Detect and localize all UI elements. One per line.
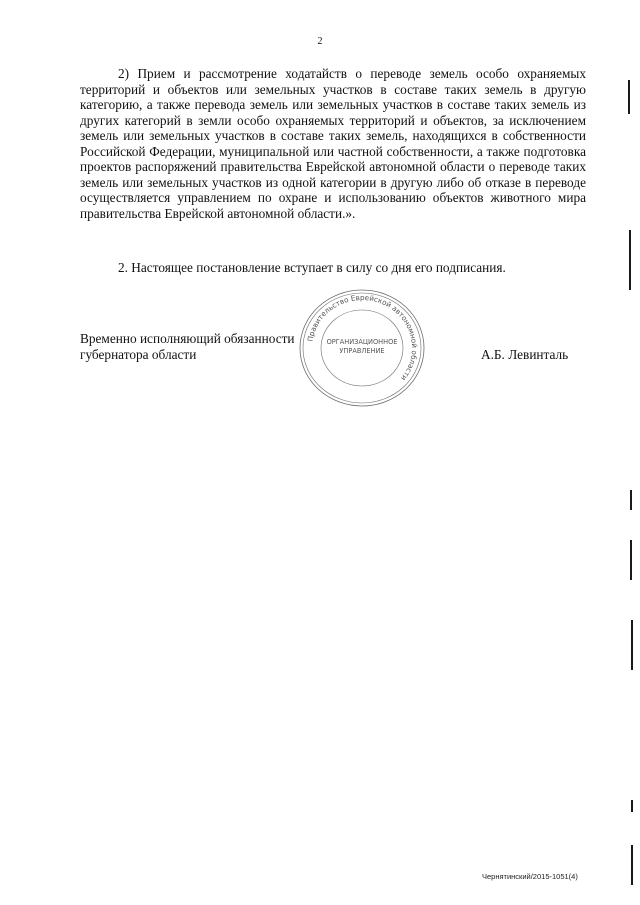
scan-edge-mark xyxy=(631,800,633,812)
scan-edge-mark xyxy=(630,540,632,580)
document-reference: Чернятинский/2015-1051(4) xyxy=(482,872,578,881)
scan-edge-mark xyxy=(630,490,632,510)
stamp-ring-text: Правительство Еврейской автономной области xyxy=(305,292,420,383)
stamp-center-line-2: УПРАВЛЕНИЕ xyxy=(339,347,385,355)
official-stamp xyxy=(296,286,428,410)
paragraph-amendment-item-2: 2) Прием и рассмотрение ходатайств о переводе земель особо охраняемых территорий и объектов или земельных участков в составе таких земель в другую категорию, а также перевода земель или земельных участков в составе таких земель из других категорий в земли особо охраняемых территорий и объектов, за исключением земель или земельных участков в составе таких земель, находящихся в собственности Российской Федерации, муниципальной или частной собственности, а также подготовка проектов распоряжений правительства Еврейской автономной области о переводе таких земель или земельных участков из одной категории в другую либо об отказе в переводе осуществляется управлением по охране и использованию объектов животного мира правительства Еврейской автономной области.». xyxy=(80,66,586,221)
paragraph-effective-date: 2. Настоящее постановление вступает в силу со дня его подписания. xyxy=(118,260,506,275)
stamp-center-line-1: ОРГАНИЗАЦИОННОЕ xyxy=(326,338,398,346)
signatory-title-line-1: Временно исполняющий обязанности xyxy=(80,331,295,346)
signatory-name: А.Б. Левинталь xyxy=(481,347,569,362)
scan-edge-mark xyxy=(628,80,630,114)
scan-edge-mark xyxy=(631,845,633,885)
signatory-title xyxy=(80,331,295,363)
page-number: 2 xyxy=(317,36,323,47)
scan-edge-mark xyxy=(631,620,633,670)
signatory-title-line-2: губернатора области xyxy=(80,347,197,362)
scan-edge-mark xyxy=(629,230,631,290)
